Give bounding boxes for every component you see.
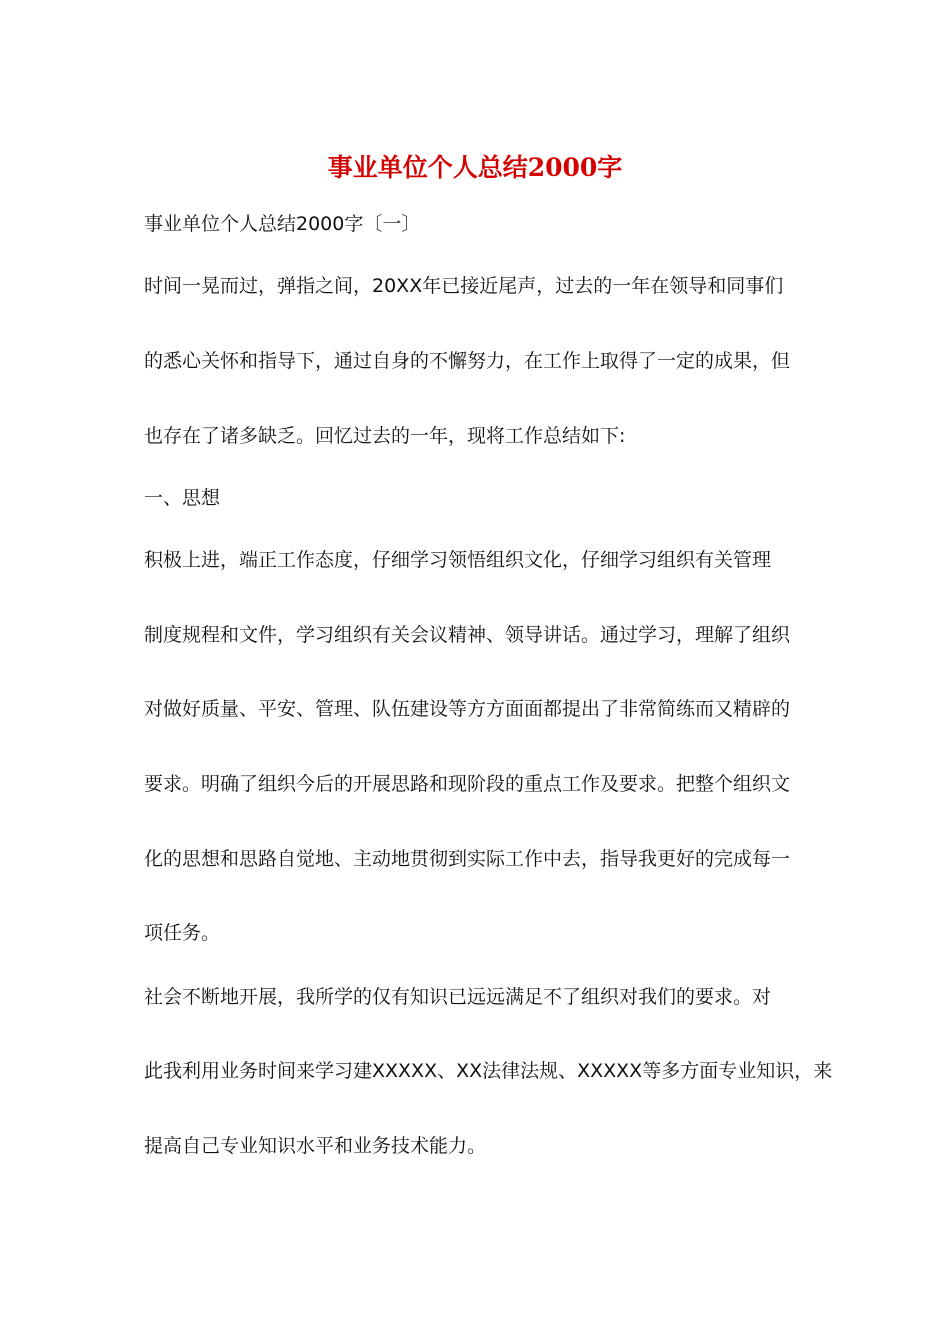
paragraph-line: 要求。明确了组织今后的开展思路和现阶段的重点工作及要求。把整个组织文: [144, 773, 791, 795]
paragraph-line: 的悉心关怀和指导下，通过自身的不懈努力，在工作上取得了一定的成果，但: [144, 350, 791, 372]
paragraph-line: 积极上进，端正工作态度，仔细学习领悟组织文化，仔细学习组织有关管理: [144, 549, 772, 571]
paragraph-line: 项任务。: [144, 922, 221, 944]
section-subtitle: 事业单位个人总结2000字〔一〕: [144, 213, 421, 235]
paragraph-line: 也存在了诸多缺乏。回忆过去的一年，现将工作总结如下:: [144, 425, 626, 447]
paragraph-line: 提高自己专业知识水平和业务技术能力。: [144, 1135, 487, 1157]
paragraph-line: 此我利用业务时间来学习建XXXXX、XX法律法规、XXXXX等多方面专业知识，来: [144, 1060, 833, 1082]
page-title: 事业单位个人总结2000字: [327, 153, 623, 182]
section-heading: 一、思想: [144, 487, 221, 509]
paragraph-line: 社会不断地开展，我所学的仅有知识已远远满足不了组织对我们的要求。对: [144, 986, 772, 1008]
paragraph-line: 时间一晃而过，弹指之间，20XX年已接近尾声，过去的一年在领导和同事们: [144, 275, 784, 297]
paragraph-line: 对做好质量、平安、管理、队伍建设等方方面面都提出了非常简练而又精辟的: [144, 698, 791, 720]
paragraph-line: 化的思想和思路自觉地、主动地贯彻到实际工作中去，指导我更好的完成每一: [144, 848, 791, 870]
paragraph-line: 制度规程和文件，学习组织有关会议精神、领导讲话。通过学习，理解了组织: [144, 624, 791, 646]
